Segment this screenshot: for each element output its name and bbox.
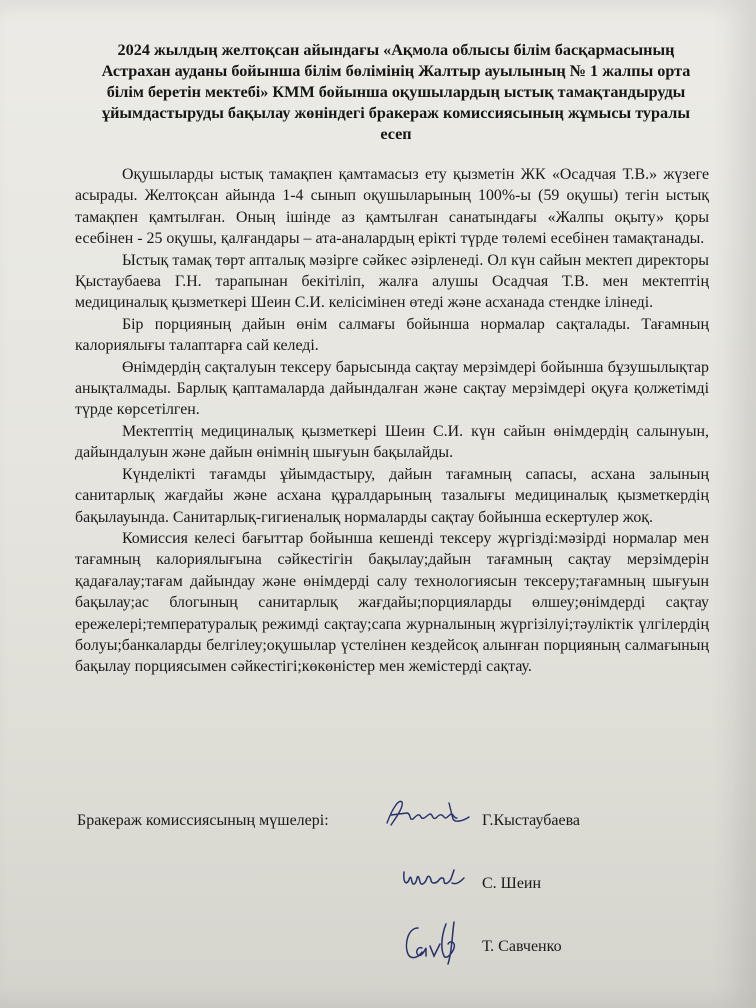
paragraph-1: Оқушыларды ыстық тамақпен қамтамасыз ету қызметін ЖК «Осадчая Т.В.» жүзеге асырады. Желтоқсан айында 1-4 сынып оқушыларының 100%-ы (59 оқушы) тегін ыстық тамақпен қамтылған. Оның ішінде аз қамтылған санатындағы «Жалпы оқыту» қоры есебінен - 25 оқушы, қалғандары – ата-аналардың ерікті түрде төлемі есебінен тамақтанады. xyxy=(75,166,709,248)
paragraph-7: Комиссия келесі бағыттар бойынша кешенді тексеру жүргізді:мәзірді нормалар мен тағамның калориялығына сәйкестігін бақылау;дайын тағамның сақтау мерзімдерін қадағалау;тағам дайындау және өнімдерді салу технологиясын тексеру;тағамның шығуын бақылау;ас блогының санитарлық жағдайы;порцияларды өлшеу;өнімдерді сақтау ережелері;температуралық режимді сақтау;сапа журналының жүргізілуі;тәуліктік үлгілердің болуы;банкаларды белгілеу;оқушылар үстелінен кездейсоқ алынған порцияның салмағының бақылау порциясымен сәйкестігі;көкөністер мен жемістерді сақтау. xyxy=(75,529,709,676)
paragraph-4: Өнімдердің сақталуын тексеру барысында сақтау мерзімдері бойынша бұзушылықтар анықталмады. Барлық қаптамаларда дайындалған және сақтау мерзімдері оқуға қолжетімді түрде көрсетілген. xyxy=(75,358,709,419)
member-name-1: Г.Кыстаубаева xyxy=(482,812,581,829)
signature-label: Бракераж комиссиясының мүшелері: xyxy=(77,812,329,829)
handwritten-signature-1 xyxy=(383,793,473,833)
handwritten-signature-2 xyxy=(400,864,470,896)
paragraph-3: Бір порцияның дайын өнім салмағы бойынша нормалар сақталады. Тағамның калориялығы талаптарға сай келеді. xyxy=(75,315,709,355)
paragraph-5: Мектептің медициналық қызметкері Шеин С.И. күн сайын өнімдердің салынуын, дайындалуын және дайын өнімнің шығуын бақылайды. xyxy=(75,422,709,462)
paragraph-6: Күнделікті тағамды ұйымдастыру, дайын тағамның сапасы, асхана залының санитарлық жағдайы және асхана құралдарының тазалығы медициналық қызметкердің бақылауында. Санитарлық-гигиеналық нормаларды сақтау бойынша ескертулер жоқ. xyxy=(75,465,709,526)
paragraph-2: Ыстық тамақ төрт апталық мәзірге сәйкес әзірленеді. Ол күн сайын мектеп директоры Қыстаубаева Г.Н. тарапынан бекітіліп, жалға алушы Осадчая Т.В. мен мектептің медициналық қызметкері Шеин С.И. келісімінен өтеді және асханада стендке ілінеді. xyxy=(75,251,709,312)
member-name-3: Т. Савченко xyxy=(482,938,562,955)
handwritten-signature-3 xyxy=(402,918,464,970)
member-name-2: С. Шеин xyxy=(482,875,542,892)
document-title: 2024 жылдың желтоқсан айындағы «Ақмола облысы білім басқармасының Астрахан ауданы бойынша білім бөлімінің Жалтыр ауылының № 1 жалпы орта білім беретін мектебі» КММ бойынша оқушылардың ыстық тамақтандыруды ұйымдастыруды бақылау жөніндегі бракераж комиссиясының жұмысы туралы есеп xyxy=(101,41,691,143)
